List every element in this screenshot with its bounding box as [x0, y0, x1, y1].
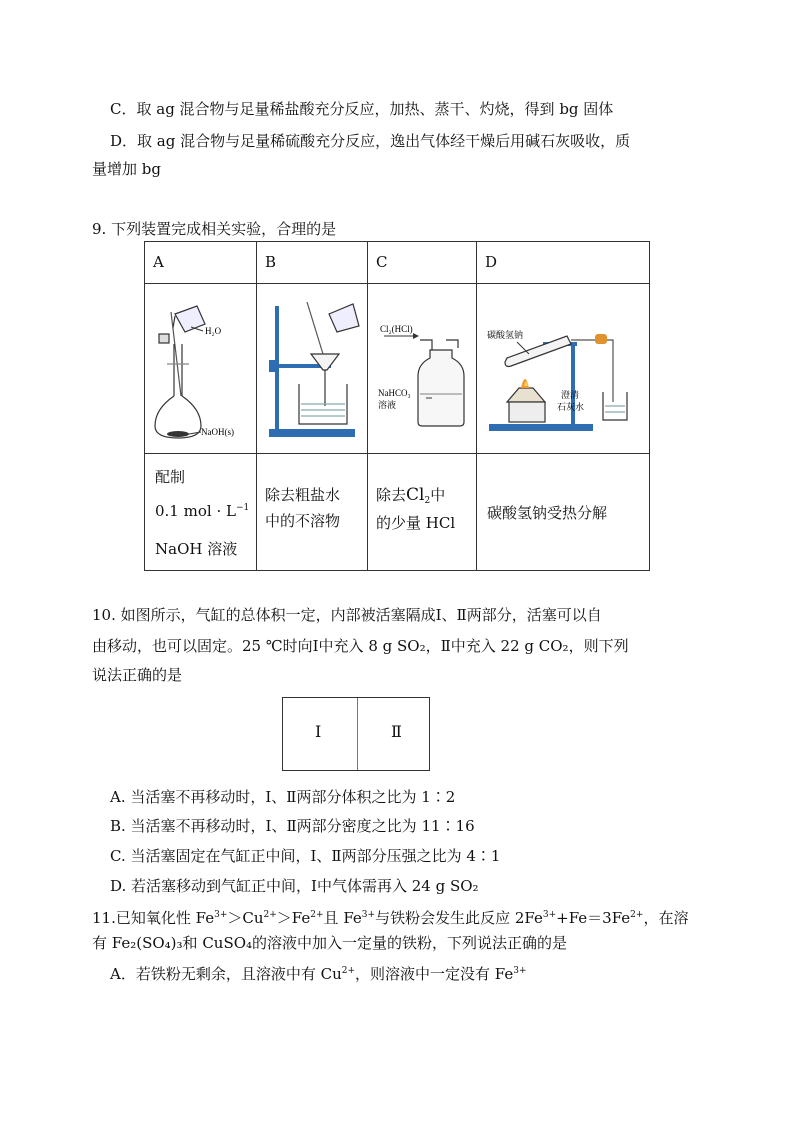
q10-option-b: B. 当活塞不再移动时，Ⅰ、Ⅱ两部分密度之比为 11∶16: [110, 817, 475, 835]
q11-option-a-charge-1: 2+: [341, 966, 356, 976]
q11-option-a-text-2: ，则溶液中一定没有 Fe: [355, 965, 514, 983]
nahco3-label: NaHCO₃: [378, 388, 411, 398]
caption-a-concentration: 0.1 mol · L: [155, 502, 236, 520]
q11-line1: [92, 905, 688, 928]
caption-b-line1: 除去粗盐水: [265, 486, 341, 504]
chamber-ii-label: Ⅱ: [391, 722, 402, 741]
q9-header-b: B: [257, 242, 368, 284]
caption-c-cl: Cl: [406, 485, 425, 505]
q8-option-c: C．取 ag 混合物与足量稀盐酸充分反应，加热、蒸干、灼烧，得到 bg 固体: [110, 100, 614, 118]
q10-option-a: A. 当活塞不再移动时，Ⅰ、Ⅱ两部分体积之比为 1∶2: [110, 788, 456, 806]
q9-caption-b: [257, 454, 368, 571]
q9-stem: 9. 下列装置完成相关实验，合理的是: [92, 220, 337, 238]
q11-text-f: +Fe＝3Fe: [556, 909, 631, 927]
q11-charge-6: 2+: [630, 910, 644, 920]
q11-text-g: ，在溶: [643, 909, 689, 927]
q9-figure-a: [145, 284, 257, 454]
filtration-figure: [257, 284, 367, 453]
piston-divider: [357, 698, 358, 770]
q10-option-d: D. 若活塞移动到气缸正中间，Ⅰ中气体需再入 24 g SO₂: [110, 877, 479, 895]
q11-text-a: 11.已知氧化性 Fe: [92, 909, 215, 927]
q11-charge-3: 2+: [310, 910, 324, 920]
q11-line2: 有 Fe₂(SO₄)₃和 CuSO₄的溶液中加入一定量的铁粉，下列说法正确的是: [92, 934, 568, 952]
q11-charge-4: 3+: [361, 910, 376, 920]
caption-c-line2: 的少量 HCl: [376, 514, 456, 532]
caption-b-line2: 中的不溶物: [265, 512, 341, 530]
limewater-label-2: 石灰水: [557, 403, 585, 413]
limewater-label-1: 澄清: [561, 391, 580, 401]
q9-caption-a: [145, 454, 257, 571]
q8-option-d-line1: D．取 ag 混合物与足量稀硫酸充分反应，逸出气体经干燥后用碱石灰吸收，质: [110, 132, 631, 150]
q9-header-a: A: [145, 242, 257, 284]
q9-header-d: D: [477, 242, 650, 284]
solution-label: 溶液: [378, 401, 397, 411]
q10-line1: 10. 如图所示，气缸的总体积一定，内部被活塞隔成Ⅰ、Ⅱ两部分，活塞可以自: [92, 606, 602, 624]
caption-c-line1: [376, 484, 445, 506]
chamber-i-label: Ⅰ: [315, 722, 322, 741]
q9-caption-d: [477, 454, 650, 571]
naoh-label: NaOH(s): [201, 427, 234, 437]
q9-apparatus-table: [144, 241, 650, 571]
caption-c-word: 除去: [376, 486, 407, 504]
q9-figure-b: [257, 284, 368, 454]
h2o-label: H₂O: [205, 326, 222, 336]
q11-text-e: 与铁粉会发生此反应 2Fe: [375, 909, 543, 927]
gas-washing-bottle-figure: [368, 284, 476, 453]
q9-caption-c: [368, 454, 477, 571]
caption-d-line1: 碳酸氢钠受热分解: [487, 504, 608, 522]
q11-charge-1: 3+: [214, 910, 228, 920]
q10-line3: 说法正确的是: [92, 666, 183, 684]
sodium-bicarbonate-label: 碳酸氢钠: [487, 331, 524, 341]
q10-option-c: C. 当活塞固定在气缸正中间，Ⅰ、Ⅱ两部分压强之比为 4∶1: [110, 847, 501, 865]
q11-charge-2: 2+: [263, 910, 277, 920]
heating-test-tube-figure: [477, 284, 649, 453]
q10-cylinder-figure: [282, 697, 430, 771]
q9-header-c: C: [368, 242, 477, 284]
caption-a-exponent: −1: [235, 503, 250, 513]
q8-option-d-line2: 量增加 bg: [92, 160, 161, 178]
q9-figure-d: [477, 284, 650, 454]
caption-c-zhong: 中: [430, 486, 446, 504]
q11-text-b: ＞Cu: [227, 909, 264, 927]
caption-c-subscript: 2: [424, 496, 431, 506]
q9-figure-c: [368, 284, 477, 454]
caption-a-line2: [155, 502, 249, 520]
q10-line2: 由移动，也可以固定。25 ℃时向Ⅰ中充入 8 g SO₂，Ⅱ中充入 22 g CO₂，则下列: [92, 637, 629, 655]
caption-a-line1: 配制: [155, 468, 186, 486]
caption-a-line3: NaOH 溶液: [155, 540, 238, 558]
volumetric-flask-figure: [145, 284, 256, 453]
q11-option-a: [110, 961, 527, 984]
q11-text-c: ＞Fe: [276, 909, 311, 927]
q11-option-a-charge-2: 3+: [513, 966, 527, 976]
gas-label: Cl₂(HCl): [380, 324, 413, 334]
q11-charge-5: 3+: [542, 910, 557, 920]
q11-option-a-text: A．若铁粉无剩余，且溶液中有 Cu: [110, 965, 342, 983]
q11-text-d: 且 Fe: [323, 909, 362, 927]
